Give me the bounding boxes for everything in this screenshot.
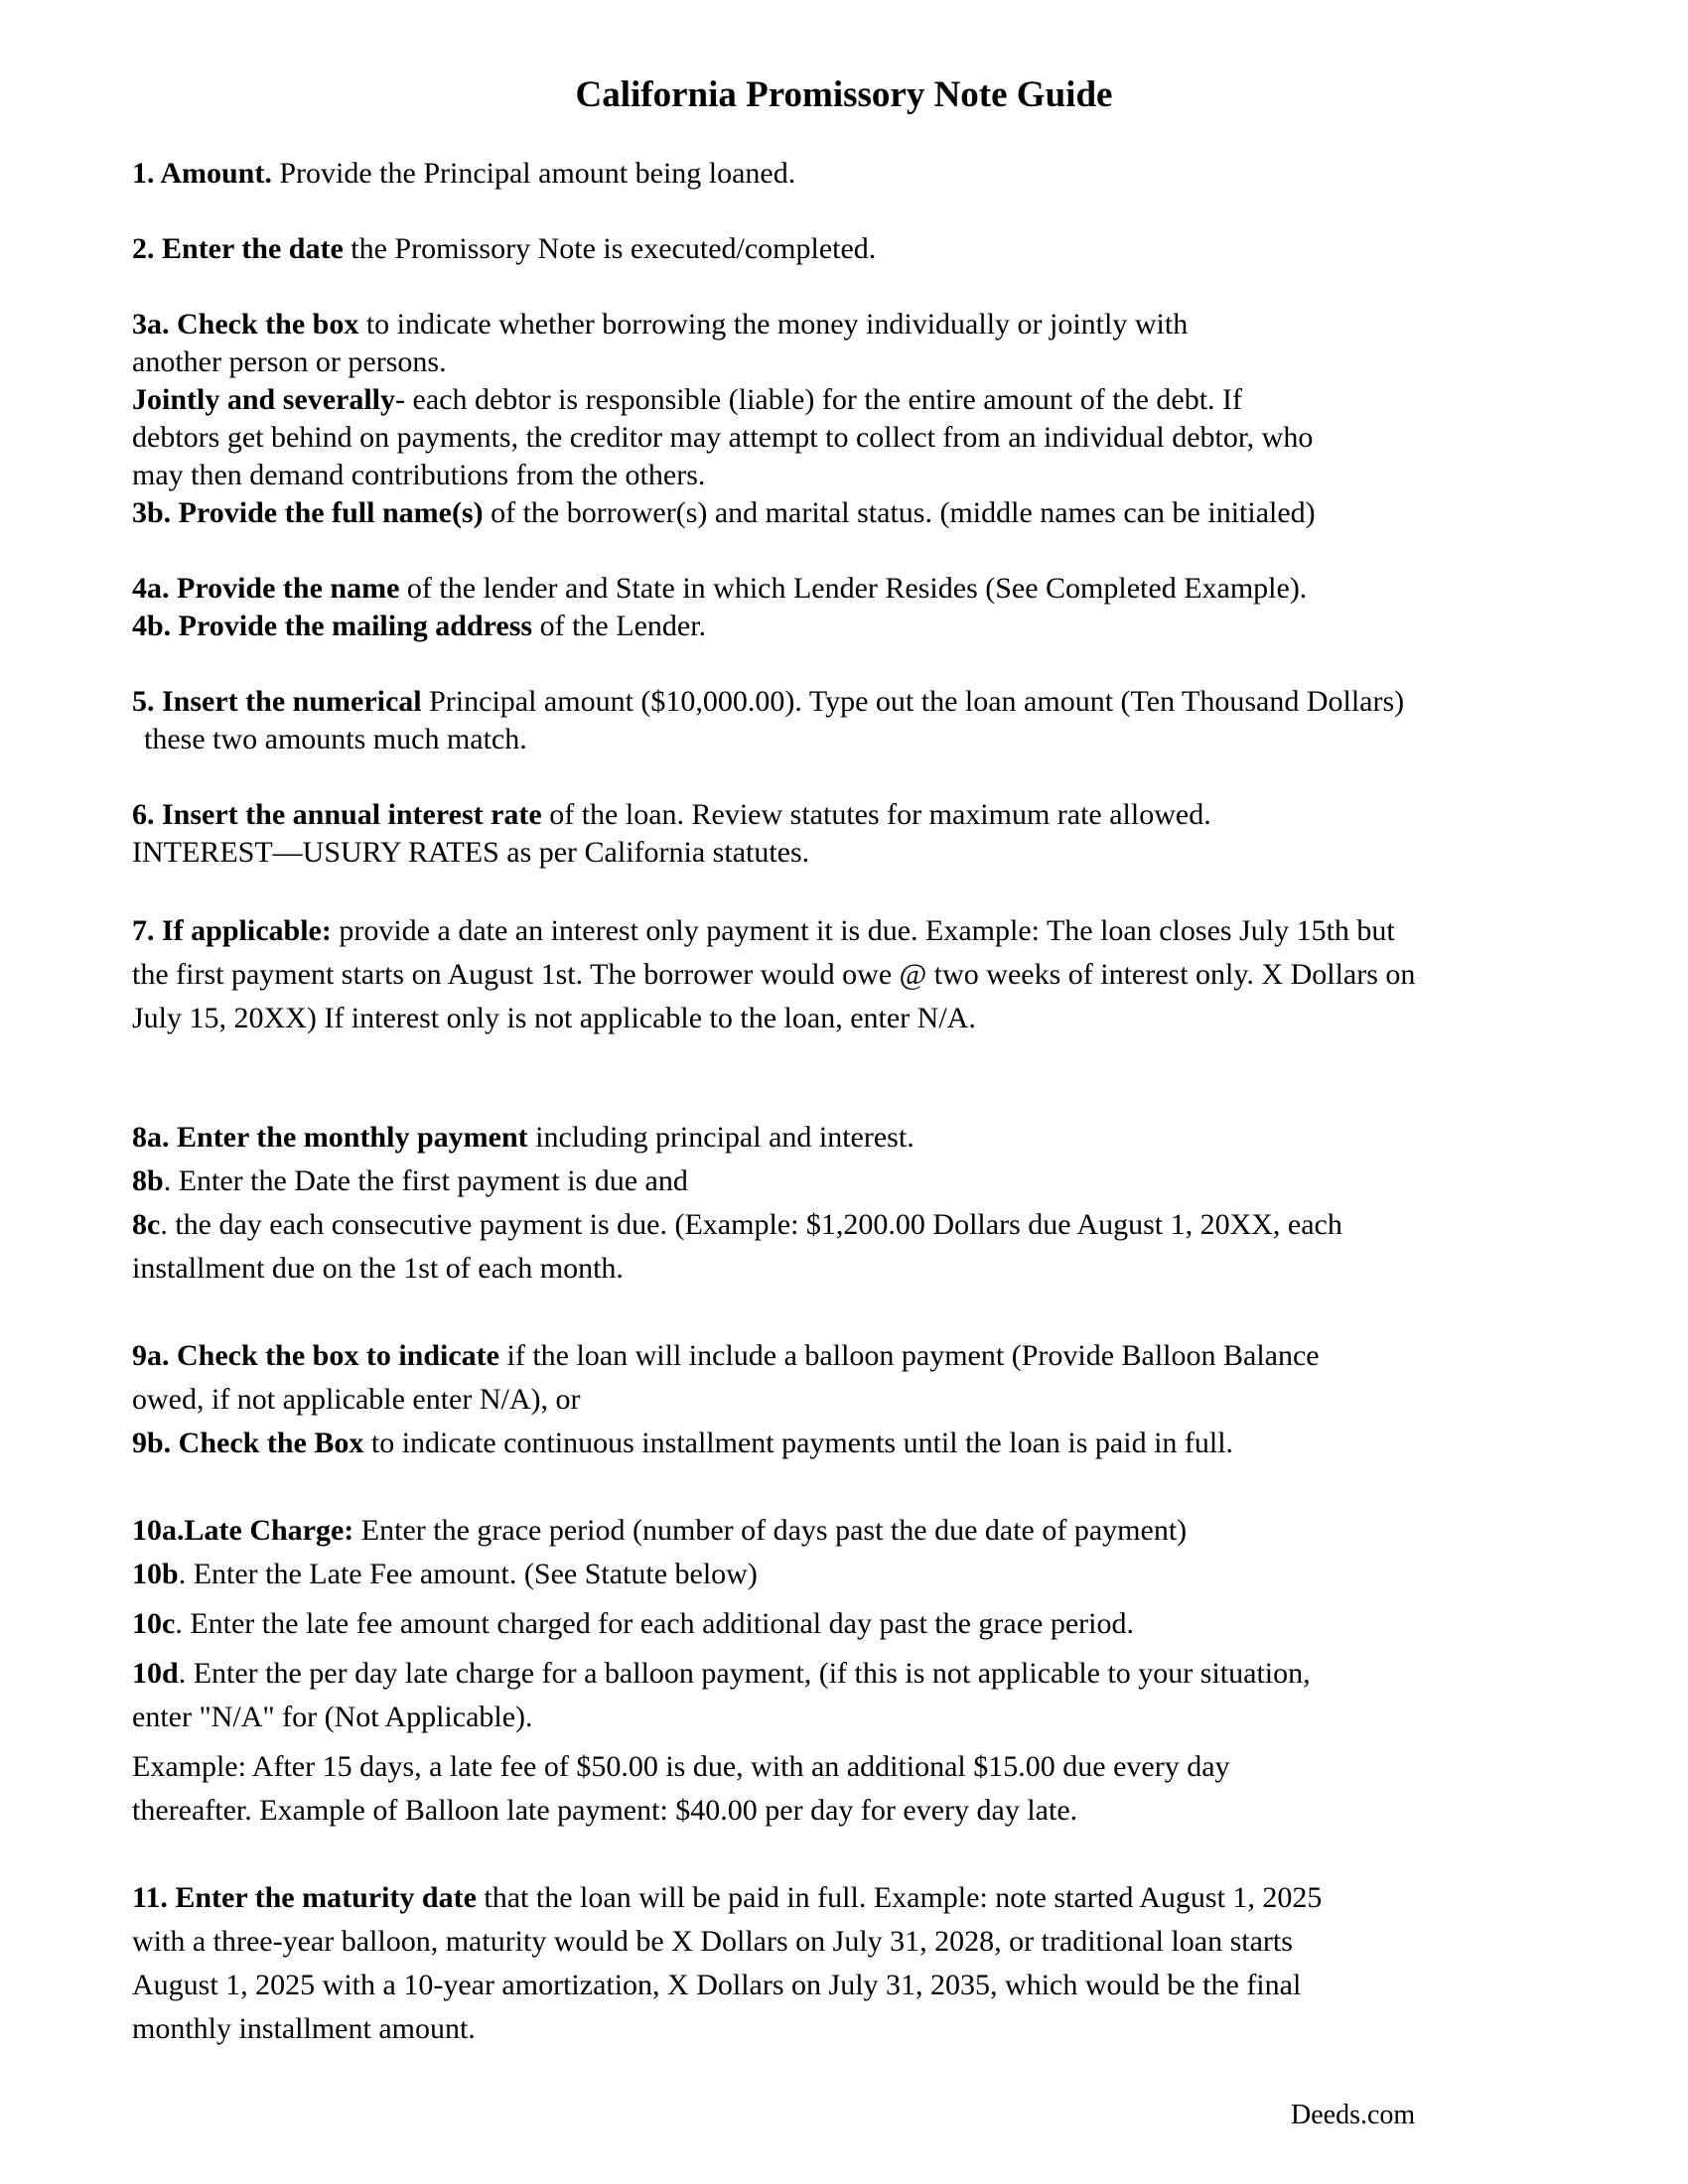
item-5-label: 5. Insert the numerical bbox=[132, 685, 422, 718]
example-line-2: thereafter. Example of Balloon late payment: $40.00 per day for every day late. bbox=[132, 1794, 1078, 1827]
item-11-line-1 bbox=[132, 1876, 1602, 1920]
item-10d-text-1: . Enter the per day late charge for a balloon payment, (if this is not applicable to your situation, bbox=[178, 1657, 1311, 1690]
jointly-label: Jointly and severally bbox=[132, 383, 396, 416]
item-9a-text-1: if the loan will include a balloon payment (Provide Balloon Balance bbox=[499, 1339, 1320, 1372]
item-11-label: 11. Enter the maturity date bbox=[132, 1881, 477, 1914]
item-5-line-2: these two amounts much match. bbox=[144, 723, 527, 755]
item-11-maturity-date bbox=[132, 1876, 1602, 2051]
item-3a-label: 3a. Check the box bbox=[132, 308, 359, 341]
jointly-text-1: - each debtor is responsible (liable) for the entire amount of the debt. If bbox=[395, 383, 1243, 416]
item-8b-label: 8b bbox=[132, 1164, 164, 1197]
item-10c bbox=[132, 1602, 1602, 1646]
item-6-line-1 bbox=[132, 796, 1602, 834]
item-6-text-1: of the loan. Review statutes for maximum rate allowed. bbox=[541, 798, 1211, 831]
item-10a bbox=[132, 1509, 1602, 1553]
item-7-line-3: July 15, 20XX) If interest only is not applicable to the loan, enter N/A. bbox=[132, 1002, 976, 1034]
item-11-line-2: with a three-year balloon, maturity would be X Dollars on July 31, 2028, or traditional loan starts bbox=[132, 1925, 1293, 1958]
document-title: California Promissory Note Guide bbox=[575, 74, 1113, 115]
item-1-amount bbox=[132, 155, 1602, 193]
jointly-line-2: debtors get behind on payments, the creditor may attempt to collect from an individual debtor, who bbox=[132, 421, 1314, 454]
item-3a-line-2: another person or persons. bbox=[132, 345, 447, 378]
item-9-balloon bbox=[132, 1334, 1602, 1465]
item-8a-label: 8a. Enter the monthly payment bbox=[132, 1121, 528, 1154]
item-4b-label: 4b. Provide the mailing address bbox=[132, 610, 533, 642]
item-7-label: 7. If applicable: bbox=[132, 914, 332, 947]
item-5-numerical-amount bbox=[132, 683, 1602, 758]
item-9b-line bbox=[132, 1422, 1602, 1465]
item-8c-line-1 bbox=[132, 1203, 1602, 1247]
item-4b-mailing-address bbox=[132, 608, 1602, 645]
item-10b bbox=[132, 1553, 1602, 1596]
item-8a-text: including principal and interest. bbox=[527, 1121, 914, 1154]
item-10a-label: 10a.Late Charge: bbox=[132, 1514, 354, 1547]
item-8a-line bbox=[132, 1116, 1602, 1160]
item-8-monthly-payment bbox=[132, 1116, 1602, 1291]
item-10c-label: 10c bbox=[132, 1607, 176, 1640]
item-4b-text: of the Lender. bbox=[532, 610, 707, 642]
item-10d-line-1 bbox=[132, 1652, 1602, 1696]
item-4a-lender-name bbox=[132, 570, 1602, 608]
item-6-interest-rate bbox=[132, 796, 1602, 872]
document-body bbox=[132, 155, 1602, 2051]
item-1-label: 1. Amount. bbox=[132, 157, 272, 190]
item-11-line-3: August 1, 2025 with a 10-year amortization, X Dollars on July 31, 2035, which would be the final bbox=[132, 1969, 1302, 2001]
item-7-line-2: the first payment starts on August 1st. The borrower would owe @ two weeks of interest only. X Dollars on bbox=[132, 958, 1416, 991]
example-line-1: Example: After 15 days, a late fee of $50.00 is due, with an additional $15.00 due every day bbox=[132, 1750, 1230, 1783]
item-3a-check-box bbox=[132, 306, 1602, 381]
item-10d bbox=[132, 1652, 1602, 1739]
item-9b-label: 9b. Check the Box bbox=[132, 1427, 364, 1459]
item-7-text-1: provide a date an interest only payment it is due. Example: The loan closes July 15th but bbox=[331, 914, 1395, 947]
item-2-date bbox=[132, 230, 1602, 268]
late-fee-example bbox=[132, 1745, 1602, 1833]
item-9a-line-1 bbox=[132, 1334, 1602, 1378]
jointly-line-3: may then demand contributions from the others. bbox=[132, 459, 706, 491]
item-11-line-4: monthly installment amount. bbox=[132, 2012, 476, 2045]
item-9a-label: 9a. Check the box to indicate bbox=[132, 1339, 499, 1372]
item-7-line-1 bbox=[132, 909, 1602, 953]
item-6-label: 6. Insert the annual interest rate bbox=[132, 798, 542, 831]
item-3b-text: of the borrower(s) and marital status. (middle names can be initialed) bbox=[483, 496, 1316, 529]
item-1-text: Provide the Principal amount being loaned. bbox=[271, 157, 796, 190]
item-4a-text: of the lender and State in which Lender Resides (See Completed Example). bbox=[399, 572, 1308, 605]
item-7-interest-only bbox=[132, 909, 1602, 1040]
item-3b-full-names bbox=[132, 494, 1602, 532]
item-10-late-charge bbox=[132, 1509, 1602, 1833]
item-6-line-2: INTEREST—USURY RATES as per California statutes. bbox=[132, 836, 810, 869]
item-3b-label: 3b. Provide the full name(s) bbox=[132, 496, 484, 529]
item-10b-text: . Enter the Late Fee amount. (See Statute below) bbox=[178, 1558, 758, 1590]
item-2-text: the Promissory Note is executed/completed. bbox=[343, 232, 877, 265]
item-8c-label: 8c bbox=[132, 1208, 161, 1241]
footer-source: Deeds.com bbox=[1291, 2100, 1416, 2130]
item-5-line-1 bbox=[132, 683, 1602, 721]
item-8b-text: . Enter the Date the first payment is due and bbox=[163, 1164, 688, 1197]
item-3a-line-1 bbox=[132, 306, 1602, 343]
item-4a-label: 4a. Provide the name bbox=[132, 572, 400, 605]
jointly-line-1 bbox=[132, 381, 1602, 419]
item-11-text-1: that the loan will be paid in full. Example: note started August 1, 2025 bbox=[476, 1881, 1323, 1914]
item-9a-line-2: owed, if not applicable enter N/A), or bbox=[132, 1383, 581, 1416]
item-9b-text: to indicate continuous installment payments until the loan is paid in full. bbox=[363, 1427, 1234, 1459]
item-10d-line-2: enter "N/A" for (Not Applicable). bbox=[132, 1701, 533, 1733]
item-8b-line bbox=[132, 1160, 1602, 1203]
item-10d-label: 10d bbox=[132, 1657, 179, 1690]
item-5-text-1: Principal amount ($10,000.00). Type out the loan amount (Ten Thousand Dollars) bbox=[421, 685, 1405, 718]
item-10c-text: . Enter the late fee amount charged for each additional day past the grace period. bbox=[175, 1607, 1135, 1640]
item-3a-text-1: to indicate whether borrowing the money individually or jointly with bbox=[358, 308, 1189, 341]
item-10b-label: 10b bbox=[132, 1558, 179, 1590]
item-8c-line-2: installment due on the 1st of each month. bbox=[132, 1252, 624, 1285]
item-8c-text-1: . the day each consecutive payment is due. (Example: $1,200.00 Dollars due August 1, 20XX, each bbox=[160, 1208, 1342, 1241]
item-10a-text: Enter the grace period (number of days past the due date of payment) bbox=[353, 1514, 1188, 1547]
jointly-severally-definition bbox=[132, 381, 1602, 494]
item-2-label: 2. Enter the date bbox=[132, 232, 344, 265]
